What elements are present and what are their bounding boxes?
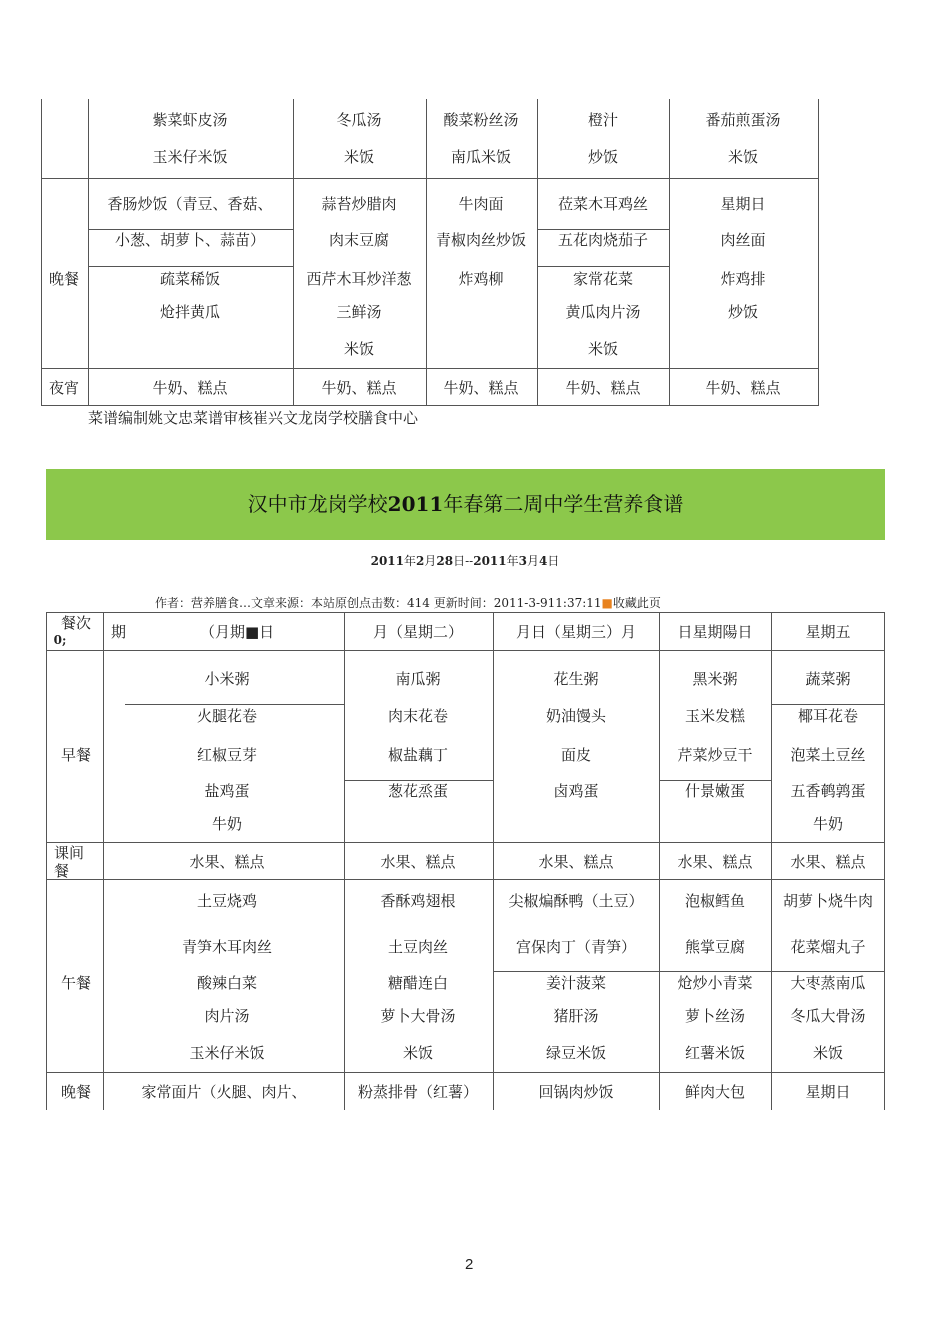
menu-cell: 米饭 bbox=[402, 1044, 434, 1062]
menu-cell: 紫菜虾皮汤 bbox=[152, 111, 228, 129]
menu-cell: 肉片汤 bbox=[204, 1007, 250, 1025]
menu-cell: 疏菜稀饭 bbox=[159, 270, 221, 288]
menu-cell: 肉丝面 bbox=[720, 231, 766, 249]
menu-cell: 火腿花卷 bbox=[196, 707, 258, 725]
menu-cell: 莅菜木耳鸡丝 bbox=[557, 195, 649, 213]
menu-cell: 冬瓜汤 bbox=[336, 111, 382, 129]
menu-cell: 三鲜汤 bbox=[336, 303, 382, 321]
menu-cell: 酸辣白菜 bbox=[196, 974, 258, 992]
grid-line bbox=[41, 368, 819, 369]
menu-cell: 奶油馒头 bbox=[545, 707, 607, 725]
menu-cell: 小米粥 bbox=[204, 670, 250, 688]
header-col1: （月期■日 bbox=[200, 623, 275, 641]
menu-cell: 星期日 bbox=[805, 1083, 851, 1101]
header-col1-prefix: 期 bbox=[111, 623, 127, 641]
menu-cell: 红椒豆芽 bbox=[196, 746, 258, 764]
header-corner-top: 餐次 bbox=[60, 614, 92, 632]
menu-cell: 五香鹌鹑蛋 bbox=[790, 782, 866, 800]
page-number: 2 bbox=[465, 1256, 474, 1273]
menu-cell: 水果、糕点 bbox=[677, 853, 753, 871]
menu-cell: 宫保肉丁（青笋） bbox=[515, 938, 637, 956]
grid-line bbox=[493, 971, 885, 972]
meal-label-dinner: 晚餐 bbox=[60, 1083, 92, 1101]
bookmark-square-icon: ■ bbox=[601, 596, 613, 610]
menu-cell: 黑米粥 bbox=[692, 670, 738, 688]
menu-cell: 肉末花卷 bbox=[387, 707, 449, 725]
meal-label-night: 夜宵 bbox=[48, 379, 80, 397]
bookmark-link[interactable]: 收藏此页 bbox=[612, 596, 661, 610]
footer-note: 菜谱编制姚文忠菜谱审核崔兴文龙岗学校膳食中心 bbox=[88, 409, 419, 427]
menu-cell: 青笋木耳肉丝 bbox=[181, 938, 273, 956]
menu-cell: 葱花烝蛋 bbox=[387, 782, 449, 800]
grid-line bbox=[884, 612, 885, 1110]
menu-cell: 卤鸡蛋 bbox=[553, 782, 599, 800]
menu-cell: 牛奶 bbox=[812, 815, 844, 833]
grid-line bbox=[41, 99, 42, 406]
menu-cell: 五花肉烧茄子 bbox=[557, 231, 649, 249]
menu-cell: 米饭 bbox=[343, 148, 375, 166]
grid-line bbox=[88, 229, 293, 230]
header-col2: 月（星期二） bbox=[372, 623, 464, 641]
grid-line bbox=[537, 99, 538, 406]
grid-line bbox=[659, 612, 660, 1110]
menu-cell: 酸菜粉丝汤 bbox=[443, 111, 519, 129]
header-col4: 日星期陽日 bbox=[677, 623, 753, 641]
grid-line bbox=[659, 780, 771, 781]
menu-cell: 大枣蒸南瓜 bbox=[790, 974, 866, 992]
menu-cell: 芹菜炒豆干 bbox=[677, 746, 753, 764]
menu-cell: 米饭 bbox=[343, 340, 375, 358]
menu-cell: 萝卜丝汤 bbox=[684, 1007, 746, 1025]
menu-cell: 炒饭 bbox=[727, 303, 759, 321]
menu-cell: 红薯米饭 bbox=[684, 1044, 746, 1062]
menu-cell: 星期日 bbox=[720, 195, 766, 213]
menu-cell: 炒饭 bbox=[587, 148, 619, 166]
grid-line bbox=[537, 266, 669, 267]
grid-line bbox=[771, 612, 772, 1110]
menu-cell: 水果、糕点 bbox=[380, 853, 456, 871]
menu-cell: 冬瓜大骨汤 bbox=[790, 1007, 866, 1025]
menu-cell: 回锅肉炒饭 bbox=[538, 1083, 614, 1101]
grid-line bbox=[669, 99, 670, 406]
grid-line bbox=[771, 704, 885, 705]
menu-cell: 蒜苔炒腊肉 bbox=[321, 195, 397, 213]
header-col3: 月日（星期三）月 bbox=[515, 623, 637, 641]
title-banner bbox=[46, 469, 885, 540]
menu-cell: 家常花菜 bbox=[572, 270, 634, 288]
grid-line bbox=[344, 780, 493, 781]
grid-line bbox=[88, 266, 293, 267]
menu-cell: 牛奶、糕点 bbox=[152, 379, 228, 397]
menu-cell: 家常面片（火腿、肉片、 bbox=[141, 1083, 307, 1101]
menu-cell: 牛奶、糕点 bbox=[321, 379, 397, 397]
menu-cell: 玉米发糕 bbox=[684, 707, 746, 725]
menu-cell: 土豆肉丝 bbox=[387, 938, 449, 956]
menu-cell: 牛肉面 bbox=[458, 195, 504, 213]
menu-cell: 玉米仔米饭 bbox=[189, 1044, 265, 1062]
menu-cell: 牛奶、糕点 bbox=[705, 379, 781, 397]
meal-label-lunch: 午餐 bbox=[60, 974, 92, 992]
grid-line bbox=[41, 405, 819, 406]
meal-label-snack-b: 餐 bbox=[54, 862, 70, 880]
menu-cell: 水果、糕点 bbox=[790, 853, 866, 871]
menu-cell: 炝拌黄瓜 bbox=[159, 303, 221, 321]
grid-line bbox=[493, 612, 494, 1110]
grid-line bbox=[46, 1072, 885, 1073]
menu-cell: 粉蒸排骨（红薯） bbox=[357, 1083, 479, 1101]
menu-cell: 糖醋连白 bbox=[387, 974, 449, 992]
menu-cell: 香酥鸡翅根 bbox=[380, 892, 456, 910]
menu-cell: 花菜熘丸子 bbox=[790, 938, 866, 956]
meal-label-snack: 课间 bbox=[54, 844, 85, 862]
grid-line bbox=[88, 99, 89, 406]
menu-cell: 米饭 bbox=[812, 1044, 844, 1062]
menu-cell: 蔬菜粥 bbox=[805, 670, 851, 688]
date-range: 2011年2月28日--2011年3月4日 bbox=[370, 554, 560, 568]
menu-cell: 绿豆米饭 bbox=[545, 1044, 607, 1062]
meal-label-breakfast: 早餐 bbox=[60, 746, 92, 764]
grid-line bbox=[46, 612, 47, 1110]
menu-cell: 青椒肉丝炒饭 bbox=[435, 231, 527, 249]
menu-cell: 泡椒鳕鱼 bbox=[684, 892, 746, 910]
menu-cell: 南瓜粥 bbox=[395, 670, 441, 688]
header-corner-bottom: 0; bbox=[53, 633, 67, 647]
menu-cell: 炸鸡排 bbox=[720, 270, 766, 288]
grid-line bbox=[46, 650, 885, 651]
grid-line bbox=[41, 178, 819, 179]
menu-cell: 水果、糕点 bbox=[538, 853, 614, 871]
grid-line bbox=[818, 99, 819, 406]
menu-cell: 熊掌豆腐 bbox=[684, 938, 746, 956]
menu-cell: 南瓜米饭 bbox=[450, 148, 512, 166]
menu-cell: 泡菜土豆丝 bbox=[790, 746, 866, 764]
grid-line bbox=[293, 99, 294, 406]
menu-cell: 椒盐藕丁 bbox=[387, 746, 449, 764]
banner-title: 汉中市龙岗学校2011年春第二周中学生营养食谱 bbox=[247, 492, 684, 516]
menu-cell: 肉末豆腐 bbox=[328, 231, 390, 249]
grid-line bbox=[46, 842, 885, 843]
menu-cell: 牛奶、糕点 bbox=[443, 379, 519, 397]
menu-cell: 玉米仔米饭 bbox=[152, 148, 228, 166]
menu-cell: 米饭 bbox=[587, 340, 619, 358]
menu-cell: 胡萝卜烧牛肉 bbox=[782, 892, 874, 910]
grid-line bbox=[426, 99, 427, 406]
menu-cell: 黄瓜肉片汤 bbox=[565, 303, 641, 321]
menu-cell: 番茄煎蛋汤 bbox=[705, 111, 781, 129]
menu-cell: 鲜肉大包 bbox=[684, 1083, 746, 1101]
menu-cell: 炝炒小青菜 bbox=[677, 974, 753, 992]
menu-cell: 橙汁 bbox=[587, 111, 619, 129]
menu-cell: 什景嫩蛋 bbox=[684, 782, 746, 800]
menu-cell: 花生粥 bbox=[553, 670, 599, 688]
menu-cell: 萝卜大骨汤 bbox=[380, 1007, 456, 1025]
menu-cell: 椰耳花卷 bbox=[797, 707, 859, 725]
menu-cell: 面皮 bbox=[560, 746, 592, 764]
grid-line bbox=[537, 229, 669, 230]
menu-cell: 香肠炒饭（青豆、香菇、 bbox=[107, 195, 273, 213]
grid-line bbox=[46, 612, 885, 613]
menu-cell: 米饭 bbox=[727, 148, 759, 166]
menu-cell: 炸鸡柳 bbox=[458, 270, 504, 288]
grid-line bbox=[46, 879, 885, 880]
menu-cell: 猪肝汤 bbox=[553, 1007, 599, 1025]
header-col5: 星期五 bbox=[805, 623, 851, 641]
menu-cell: 小葱、胡萝卜、蒜苗） bbox=[114, 231, 266, 249]
meal-label-dinner: 晚餐 bbox=[48, 270, 80, 288]
menu-cell: 西芹木耳炒洋葱 bbox=[306, 270, 412, 288]
grid-line bbox=[125, 704, 345, 705]
menu-cell: 姜汁菠菜 bbox=[545, 974, 607, 992]
grid-line bbox=[344, 612, 345, 1110]
menu-cell: 牛奶、糕点 bbox=[565, 379, 641, 397]
article-meta: 作者：营养膳食…文章来源：本站原创点击数：414 更新时间：2011-3-911:37:11■收藏此页 bbox=[155, 596, 661, 610]
menu-cell: 盐鸡蛋 bbox=[204, 782, 250, 800]
menu-cell: 土豆烧鸡 bbox=[196, 892, 258, 910]
menu-cell: 牛奶 bbox=[211, 815, 243, 833]
menu-cell: 水果、糕点 bbox=[189, 853, 265, 871]
grid-line bbox=[103, 612, 104, 1110]
menu-cell: 尖椒煸酥鸭（土豆） bbox=[508, 892, 644, 910]
